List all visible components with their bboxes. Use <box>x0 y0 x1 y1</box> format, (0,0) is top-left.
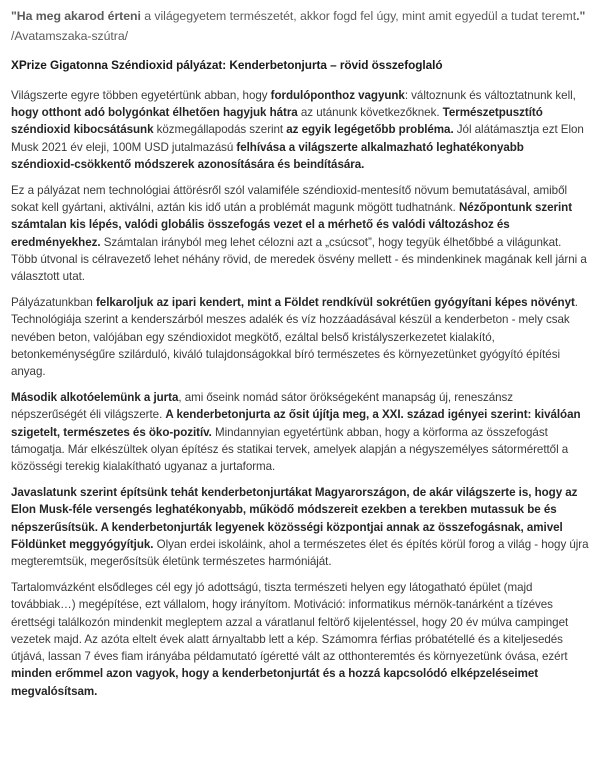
text-run: Ez a pályázat nem technológiai áttörésről szól valamiféle széndioxid-mentesítő növum bemutatásával, amiből sokat kell gyártani, aktiválni, aztán kis idő után a problémát magunk mögött tudhatnánk. <box>11 184 567 215</box>
text-run: . Technológiája szerint a kenderszárból meszes adalék és víz hozzáadásával készül a kenderbeton - mely csak nevében beton, valójában egy széndioxidot megkötő, ezáltal belső kristályszerkezetet kialakító, betonkeménységűre szilárduló, kiváló tulajdonságokkal bíró természetes és környezetünket gyógyító építési anyag. <box>11 296 578 379</box>
bold-text-run: Nézőpontunk szerint számtalan kis lépés, valódi globális összefogás vezet el a mérhető és valódi változáshoz és eredményekhez. <box>11 201 573 249</box>
text-run: Tartalomvázként elsődleges cél egy jó adottságú, tiszta természeti helyen egy látogatható épület (majd továbbiak…) megépítése, ezt vállalom, hogy irányítom. Motiváció: informatikus mérnök-tanárként a tízéves érettségi találkozón mindenkit megleptem azzal a váratlanul feltörő kijelentéssel, hogy 20 év múlva campinget vezetek majd. Az azóta eltelt évek alatt árnyaltabb lett a kép. Számomra férfias próbatétellé és a kiteljesedés útjává, lassan 7 éves fiam irányába példamutató ígéretté vált az otthonteremtés és környezetünk óvása, ezért <box>11 581 569 664</box>
bold-text-run: felkaroljuk az ipari kendert, mint a Földet rendkívül sokrétűen gyógyítani képes növényt <box>95 296 575 310</box>
text-run: az utánunk következőknek. <box>297 106 443 120</box>
quote-bold-start: Ha meg akarod érteni <box>16 9 141 23</box>
body-paragraph <box>11 579 590 699</box>
quote-bold-end: ." <box>576 9 586 23</box>
quote-attribution: /Avatamszaka-szútra/ <box>11 29 129 43</box>
document-title: XPrize Gigatonna Széndioxid pályázat: Kenderbetonjurta – rövid összefoglaló <box>11 58 443 72</box>
text-run: Világszerte egyre többen egyetértünk abban, hogy <box>11 89 271 102</box>
bold-text-run: Javaslatunk szerint építsünk tehát kenderbetonjurtákat Magyarországon, de akár világszerte is, hogy az Elon Musk-féle versengés leghatékonyabb, működő módszereit ezekben a terekben mutassuk be és népszerűsítsük. A kenderbetonjurták legyenek közösségi központjai annak az összefogásnak, amivel Földünket meggyógyítjuk. <box>11 486 578 551</box>
document-body <box>11 87 590 700</box>
bold-text-run: Természetpusztító széndioxid kibocsátásunk <box>11 106 543 137</box>
bold-text-run: hogy otthont adó bolygónkat élhetően hagyjuk hátra <box>11 106 298 120</box>
text-run: Számtalan irányból meg lehet célozni azt a „csúcsot”, hogy tegyük élhetőbbé a világunkat. Több útvonal is célravezető lehet néhány rövid, de meredek ösvény mellett - és mindenkinek magának kell járni a választott utat. <box>11 235 587 284</box>
quote-open-mark: " <box>11 9 17 23</box>
body-paragraph <box>11 294 590 380</box>
text-run: , ami őseink nomád sátor örökségeként manapság új, reneszánsz népszerűségét éli világszerte. <box>11 391 514 422</box>
bold-text-run: fordulóponthoz vagyunk <box>270 89 405 102</box>
body-paragraph <box>11 484 590 570</box>
text-run: Olyan erdei iskoláink, ahol a természetes élet és építés körül forog a világ - hogy újra megteremtsük, megerősítsük életünk természetes harmóniáját. <box>11 537 589 569</box>
bold-text-run: Második alkotóelemünk a jurta <box>11 391 179 405</box>
epigraph-quote <box>11 6 590 46</box>
text-run: Pályázatunkban <box>11 296 96 310</box>
bold-text-run: az egyik legégetőbb probléma. <box>286 123 454 137</box>
text-run: Jól alátámasztja ezt Elon Musk 2021 év eleji, 100M USD jutalmazású <box>11 123 584 154</box>
quote-middle: a világegyetem természetét, akkor fogd fel úgy, mint amit egyedül a tudat teremt <box>140 9 577 23</box>
bold-text-run: A kenderbetonjurta az ősit újítja meg, a XXI. század igényei szerint: kiválóan szigetelt, természetes és öko-pozitív. <box>11 408 581 439</box>
body-paragraph <box>11 182 590 285</box>
body-paragraph <box>11 87 590 173</box>
text-run: : változnunk és változtatnunk kell, <box>404 89 576 102</box>
text-run: Mindannyian egyetértünk abban, hogy a körforma az összefogást támogatja. Már elkészültek olyan építész és statikai tervek, amelyek alapján a négyszemélyes sátormérettől a közösségi terekig kialakítható ugyanaz a jurtaforma. <box>11 425 569 474</box>
bold-text-run: felhívása a világszerte alkalmazható leghatékonyabb széndioxid-csökkentő módszerek azonosítására és beindítására. <box>11 140 524 171</box>
body-paragraph <box>11 389 590 475</box>
text-run: közmegállapodás szerint <box>153 123 287 137</box>
bold-text-run: minden erőmmel azon vagyok, hogy a kenderbetonjurtát és a hozzá kapcsolódó elképzeléseimet megvalósítsam. <box>11 667 539 698</box>
